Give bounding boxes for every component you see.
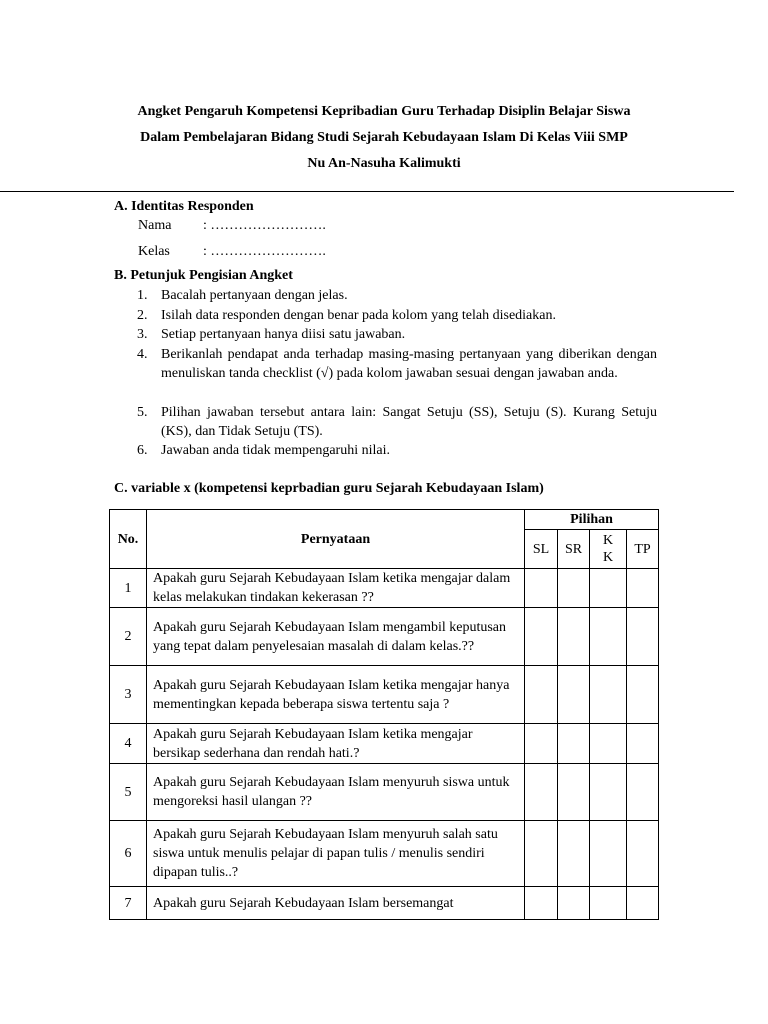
answer-cell-kk[interactable] [590, 887, 627, 920]
header-statement: Pernyataan [147, 510, 525, 569]
document-title-line-1: Angket Pengaruh Kompetensi Kepribadian Guru Terhadap Disiplin Belajar Siswa [137, 104, 631, 119]
answer-cell-tp[interactable] [627, 764, 659, 821]
instruction-text: Isilah data responden dengan benar pada kolom yang telah disediakan. [161, 308, 556, 323]
answer-cell-kk[interactable] [590, 608, 627, 666]
header-no: No. [110, 510, 147, 569]
answer-cell-kk[interactable] [590, 666, 627, 724]
header-option-kk-label: K K [602, 533, 614, 565]
section-a-heading: A. Identitas Responden [114, 199, 254, 214]
answer-cell-kk[interactable] [590, 764, 627, 821]
row-statement: Apakah guru Sejarah Kebudayaan Islam mengambil keputusan yang tepat dalam penyelesaian masalah di dalam kelas.?? [147, 608, 525, 666]
answer-cell-sr[interactable] [558, 569, 590, 608]
answer-cell-sl[interactable] [525, 887, 558, 920]
answer-cell-tp[interactable] [627, 666, 659, 724]
table-row [110, 569, 659, 608]
table-header-row [110, 510, 659, 530]
row-statement: Apakah guru Sejarah Kebudayaan Islam ketika mengajar dalam kelas melakukan tindakan kekerasan ?? [147, 569, 525, 608]
answer-cell-sr[interactable] [558, 608, 590, 666]
row-number: 3 [110, 666, 147, 724]
answer-cell-tp[interactable] [627, 569, 659, 608]
row-statement: Apakah guru Sejarah Kebudayaan Islam menyuruh salah satu siswa untuk menulis pelajar di papan tulis / menulis sendiri dipapan tulis..? [147, 821, 525, 887]
section-c-heading: C. variable x (kompetensi keprbadian guru Sejarah Kebudayaan Islam) [114, 481, 544, 496]
answer-cell-sl[interactable] [525, 764, 558, 821]
header-option-kk [590, 530, 627, 569]
header-option-sr: SR [558, 530, 590, 569]
answer-cell-sr[interactable] [558, 821, 590, 887]
field-value-nama: : ……………………. [203, 218, 326, 233]
instruction-number: 6. [137, 443, 148, 458]
answer-cell-sl[interactable] [525, 666, 558, 724]
answer-cell-sr[interactable] [558, 666, 590, 724]
header-choices: Pilihan [525, 510, 659, 530]
answer-cell-tp[interactable] [627, 724, 659, 764]
answer-cell-kk[interactable] [590, 724, 627, 764]
instruction-text: Pilihan jawaban tersebut antara lain: Sangat Setuju (SS), Setuju (S). Kurang Setuju (KS), dan Tidak Setuju (TS). [161, 405, 657, 440]
document-title-line-3: Nu An-Nasuha Kalimukti [307, 156, 461, 171]
row-number: 7 [110, 887, 147, 920]
instruction-text: Setiap pertanyaan hanya diisi satu jawaban. [161, 327, 406, 342]
row-statement: Apakah guru Sejarah Kebudayaan Islam bersemangat [147, 887, 525, 920]
answer-cell-sl[interactable] [525, 569, 558, 608]
instruction-text: Berikanlah pendapat anda terhadap masing-masing pertanyaan yang diberikan dengan menuliskan tanda checklist (√) pada kolom jawaban sesuai dengan jawaban anda. [161, 347, 657, 382]
table-row [110, 821, 659, 887]
answer-cell-sr[interactable] [558, 724, 590, 764]
table-row [110, 608, 659, 666]
table-row [110, 764, 659, 821]
row-number: 6 [110, 821, 147, 887]
table-row [110, 724, 659, 764]
answer-cell-tp[interactable] [627, 821, 659, 887]
row-number: 1 [110, 569, 147, 608]
row-statement: Apakah guru Sejarah Kebudayaan Islam menyuruh siswa untuk mengoreksi hasil ulangan ?? [147, 764, 525, 821]
document-title-line-2: Dalam Pembelajaran Bidang Studi Sejarah Kebudayaan Islam Di Kelas Viii SMP [140, 130, 628, 145]
field-value-kelas: : ……………………. [203, 244, 326, 259]
row-statement: Apakah guru Sejarah Kebudayaan Islam ketika mengajar hanya mementingkan kepada beberapa siswa tertentu saja ? [147, 666, 525, 724]
answer-cell-sr[interactable] [558, 764, 590, 821]
answer-cell-sr[interactable] [558, 887, 590, 920]
instruction-number: 5. [137, 405, 148, 420]
row-number: 4 [110, 724, 147, 764]
answer-cell-kk[interactable] [590, 821, 627, 887]
answer-cell-sl[interactable] [525, 724, 558, 764]
table-row [110, 887, 659, 920]
answer-cell-sl[interactable] [525, 608, 558, 666]
answer-cell-sl[interactable] [525, 821, 558, 887]
instruction-number: 1. [137, 288, 148, 303]
instruction-text: Bacalah pertanyaan dengan jelas. [161, 288, 348, 303]
answer-cell-tp[interactable] [627, 608, 659, 666]
instruction-number: 2. [137, 308, 148, 323]
instruction-text: Jawaban anda tidak mempengaruhi nilai. [161, 443, 390, 458]
section-b-heading: B. Petunjuk Pengisian Angket [114, 268, 293, 283]
table-row [110, 666, 659, 724]
header-option-sl: SL [525, 530, 558, 569]
field-label-nama: Nama [138, 218, 172, 233]
row-statement: Apakah guru Sejarah Kebudayaan Islam ketika mengajar bersikap sederhana dan rendah hati.? [147, 724, 525, 764]
header-option-tp: TP [627, 530, 659, 569]
title-divider [0, 191, 734, 192]
row-number: 2 [110, 608, 147, 666]
field-label-kelas: Kelas [138, 244, 170, 259]
instruction-number: 4. [137, 347, 148, 362]
row-number: 5 [110, 764, 147, 821]
questionnaire-table [109, 509, 659, 920]
answer-cell-tp[interactable] [627, 887, 659, 920]
instruction-number: 3. [137, 327, 148, 342]
answer-cell-kk[interactable] [590, 569, 627, 608]
